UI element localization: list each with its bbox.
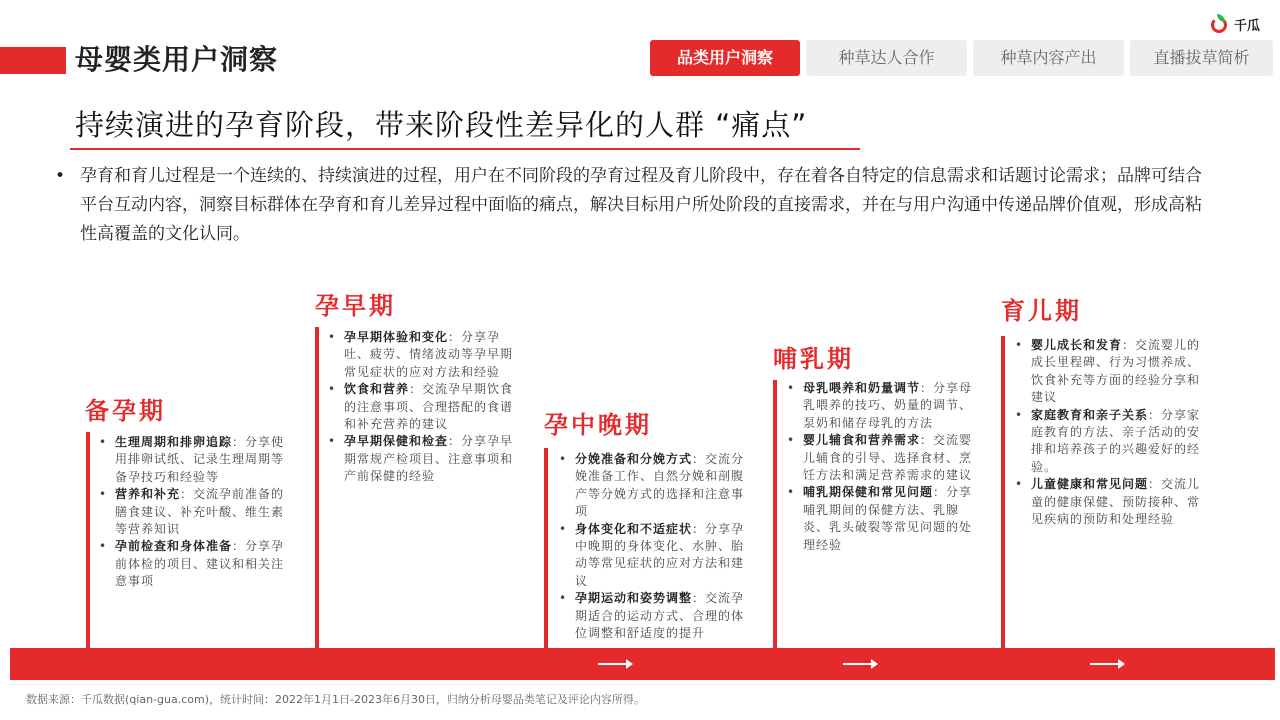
tab-livestream-analysis[interactable]: 直播拔草简析	[1130, 40, 1273, 76]
section-subtitle: 持续演进的孕育阶段，带来阶段性差异化的人群 “痛点”	[75, 108, 808, 142]
stage-line-lactation	[773, 380, 777, 648]
timeline-band	[10, 648, 1275, 680]
data-source-note: 数据来源：千瓜数据(qian-gua.com)，统计时间：2022年1月1日-2023年6月30日，归纳分析母婴品类笔记及评论内容所得。	[26, 693, 645, 706]
stage-list-parenting	[1013, 337, 1208, 528]
section-tabs	[650, 40, 1273, 76]
list-item: • 生理周期和排卵追踪：分享使用排卵试纸、记录生理周期等备孕技巧和经验等	[97, 434, 289, 486]
tab-category-insight[interactable]: 品类用户洞察	[650, 40, 800, 76]
stage-title-lactation: 哺乳期	[773, 345, 854, 373]
stage-line-early-pregnancy	[315, 327, 319, 648]
list-item: • 哺乳期保健和常见问题：分享哺乳期间的保健方法、乳腺炎、乳头破裂等常见问题的处理经验	[785, 484, 978, 554]
bullet-icon: •	[55, 166, 66, 186]
list-item: • 母乳喂养和奶量调节：分享母乳喂养的技巧、奶量的调节、泵奶和储存母乳的方法	[785, 380, 978, 432]
arrow-right-icon	[1090, 663, 1124, 665]
list-item: • 营养和补充：交流孕前准备的膳食建议、补充叶酸、维生素等营养知识	[97, 486, 289, 538]
footer-divider	[10, 684, 1270, 685]
title-accent-bar	[0, 47, 66, 74]
list-item: • 婴儿辅食和营养需求：交流婴儿辅食的引导、选择食材、烹饪方法和满足营养需求的建议	[785, 432, 978, 484]
page-title: 母婴类用户洞察	[75, 43, 279, 76]
tab-influencer-collab[interactable]: 种草达人合作	[806, 40, 967, 76]
arrow-right-icon	[843, 663, 877, 665]
list-item: • 孕前检查和身体准备：分享孕前体检的项目、建议和相关注意事项	[97, 538, 289, 590]
list-item: • 分娩准备和分娩方式：交流分娩准备工作、自然分娩和剖腹产等分娩方式的选择和注意事项	[557, 451, 750, 521]
stage-list-early-pregnancy	[326, 329, 519, 486]
stage-line-mid-late-pregnancy	[544, 448, 548, 648]
list-item: • 孕早期保健和检查：分享孕早期常规产检项目、注意事项和产前保健的经验	[326, 433, 519, 485]
list-item: • 婴儿成长和发育：交流婴儿的成长里程碑、行为习惯养成、饮食补充等方面的经验分享和建议	[1013, 337, 1208, 407]
arrow-right-icon	[598, 663, 632, 665]
stage-title-preconception: 备孕期	[85, 397, 166, 425]
stage-title-early-pregnancy: 孕早期	[315, 292, 396, 320]
list-item: • 孕早期体验和变化：分享孕吐、疲劳、情绪波动等孕早期常见症状的应对方法和经验	[326, 329, 519, 381]
intro-text: 孕育和育儿过程是一个连续的、持续演进的过程，用户在不同阶段的孕育过程及育儿阶段中，存在着各自特定的信息需求和话题讨论需求；品牌可结合平台互动内容，洞察目标群体在孕育和育儿差异过程中面临的痛点，解决目标用户所处阶段的直接需求，并在与用户沟通中传递品牌价值观，形成高粘性高覆盖的文化认同。	[80, 166, 1202, 244]
stage-line-preconception	[86, 432, 90, 648]
logo-text: 千瓜	[1233, 18, 1260, 34]
list-item: • 饮食和营养：交流孕早期饮食的注意事项、合理搭配的食谱和补充营养的建议	[326, 381, 519, 433]
intro-paragraph	[55, 162, 1205, 249]
list-item: • 孕期运动和姿势调整：交流孕期适合的运动方式、合理的体位调整和舒适度的提升	[557, 590, 750, 642]
stage-title-parenting: 育儿期	[1001, 297, 1082, 325]
list-item: • 身体变化和不适症状：分享孕中晚期的身体变化、水肿、胎动等常见症状的应对方法和建议	[557, 521, 750, 591]
qiangua-logo-icon	[1210, 14, 1230, 34]
stage-line-parenting	[1001, 336, 1005, 648]
stage-list-preconception	[97, 434, 289, 591]
brand-logo	[1210, 14, 1260, 34]
stage-list-mid-late-pregnancy	[557, 451, 750, 642]
list-item: • 家庭教育和亲子关系：分享家庭教育的方法、亲子活动的安排和培养孩子的兴趣爱好的经验。	[1013, 407, 1208, 477]
stage-list-lactation	[785, 380, 978, 554]
list-item: • 儿童健康和常见问题：交流儿童的健康保健、预防接种、常见疾病的预防和处理经验	[1013, 476, 1208, 528]
stage-title-mid-late-pregnancy: 孕中晚期	[544, 411, 652, 439]
tab-content-output[interactable]: 种草内容产出	[973, 40, 1124, 76]
subtitle-underline	[70, 148, 860, 150]
